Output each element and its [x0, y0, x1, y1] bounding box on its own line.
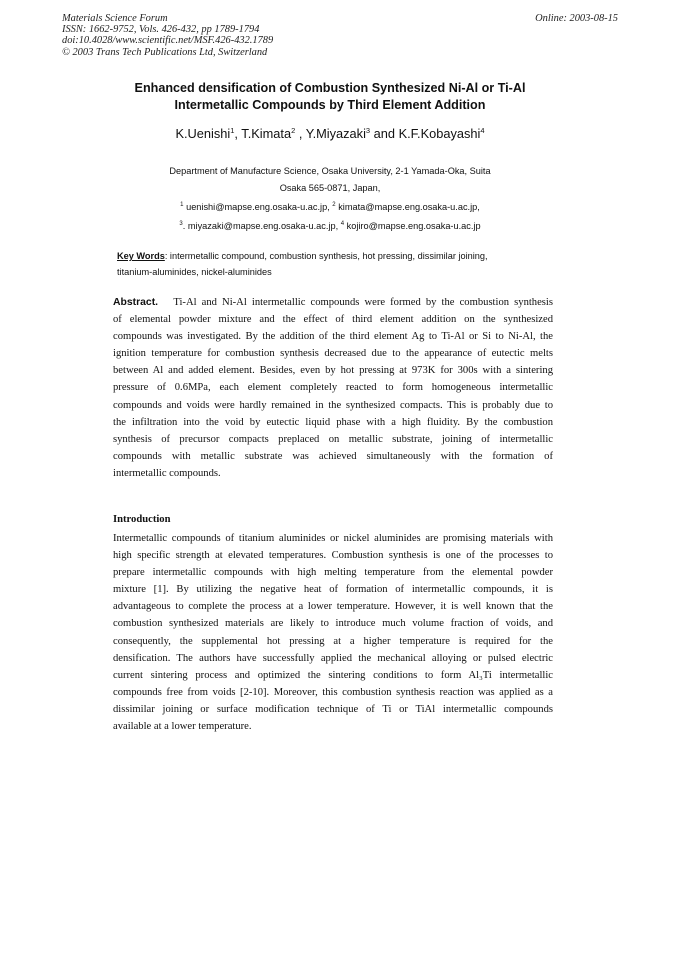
abstract-line: synthesis of precursor compacts preplaced on metallic substrate, joining of intermetallic	[113, 433, 553, 445]
intro-line: dissimilar joining or surface modification technique of Ti or TiAl intermetallic compounds	[113, 703, 553, 715]
keywords-text: titanium-aluminides, nickel-aluminides	[117, 267, 272, 277]
author-name: Y.Miyazaki	[305, 126, 366, 141]
online-date: Online: 2003-08-15	[535, 13, 618, 24]
abstract-line: intermetallic compounds.	[113, 467, 221, 479]
abstract-line: between Al and added element. Besides, even by hot pressing at 973K for 300s with a sintering	[113, 365, 553, 377]
intro-line: combustion synthesized materials are likely to introduce much volume fraction of voids, and	[113, 618, 553, 630]
email-line	[100, 197, 560, 216]
email-link[interactable]: kojiro@mapse.eng.osaka-u.ac.jp	[346, 221, 481, 231]
intro-line: prepare intermetallic compounds with high melting temperature from the elemental powder	[113, 567, 553, 579]
affiliation-line: Osaka 565-0871, Japan,	[279, 183, 381, 193]
keywords-text: : intermetallic compound, combustion synthesis, hot pressing, dissimilar joining,	[164, 251, 488, 261]
title-line: Enhanced densification of Combustion Synthesized Ni-Al or Ti-Al	[134, 81, 526, 95]
issn-line: ISSN: 1662-9752, Vols. 426-432, pp 1789-1794	[62, 24, 260, 36]
abstract-line: the infiltration into the void by eutectic liquid phase with a high fluidity. By the combustion	[113, 416, 553, 428]
abstract-line: compounds was investigated. By the addition of the third element Ag to Ti-Al or Si to Ni-Al, the	[113, 331, 553, 343]
section-heading: Introduction	[113, 514, 171, 525]
intro-line: Intermetallic compounds of titanium aluminides or nickel aluminides are promising materials with	[113, 533, 553, 544]
author-name: K.Uenishi	[175, 126, 231, 141]
intro-line: available at a lower temperature.	[113, 721, 252, 733]
author-affiliation-mark: 1	[230, 126, 235, 135]
intro-line: densification. The authors have successfully applied the mechanical alloying or pulsed electric	[113, 652, 553, 664]
keywords-block	[117, 248, 567, 280]
keywords-label: Key Words	[117, 251, 165, 261]
abstract-line: of elemental powder mixture and the effect of third element addition on the synthesized	[113, 314, 553, 326]
email-link[interactable]: uenishi@mapse.eng.osaka-u.ac.jp,	[186, 202, 330, 212]
intro-line: current sintering process and optimized the sintering conditions to form Al₃Ti intermetallic	[113, 669, 553, 681]
doi-link[interactable]: doi:10.4028/www.scientific.net/MSF.426-432.1789	[62, 35, 274, 47]
paper-title	[100, 80, 560, 114]
copyright-line: © 2003 Trans Tech Publications Ltd, Switzerland	[62, 46, 268, 58]
intro-line: mixture [1]. By utilizing the negative heat of formation of intermetallic compounds, it is	[113, 584, 553, 596]
email-mark: 3	[179, 221, 183, 227]
abstract-line: compounds with metallic substrate was achieved simultaneously with the formation of	[113, 450, 553, 462]
journal-name: Materials Science Forum	[62, 13, 168, 24]
intro-line: compounds free from voids [2-10]. Moreover, this combustion synthesis reaction was applied as a	[113, 686, 553, 698]
journal-header	[62, 13, 273, 58]
abstract-paragraph	[113, 294, 553, 482]
email-link[interactable]: miyazaki@mapse.eng.osaka-u.ac.jp,	[187, 221, 339, 231]
abstract-line: compounds and voids were hardly remained in the synthesized compacts. This is probably due to	[113, 399, 553, 411]
abstract-line: Ti-Al and Ni-Al intermetallic compounds were formed by the combustion synthesis	[173, 297, 553, 308]
email-mark: 4	[340, 221, 345, 227]
author-list: K.Uenishi$^1$, T.Kimata$^2$ , Y.Miyazaki$^3$ and K.F.Kobayashi$^4$	[175, 126, 485, 141]
email-mark: 1	[180, 202, 184, 208]
intro-line: advantageous to complete the process at a lower temperature. However, it is well known that the	[113, 601, 553, 613]
author-affiliation-mark: 2	[291, 126, 296, 135]
email-link[interactable]: kimata@mapse.eng.osaka-u.ac.jp,	[338, 202, 480, 212]
introduction-paragraph	[113, 530, 553, 735]
title-line: Intermetallic Compounds by Third Element Addition	[174, 98, 486, 112]
email-mark: 2	[332, 202, 336, 208]
abstract-line: pressure of 0.6MPa, each element completely reacted to form homogeneous intermetallic	[113, 382, 553, 394]
abstract-line: ignition temperature for combustion synthesis decreased due to the appearance of eutectic melts	[113, 348, 553, 360]
author-name: K.F.Kobayashi	[398, 126, 481, 141]
email-line: $^3$. miyazaki@mapse.eng.osaka-u.ac.jp, $^4$ kojiro@mapse.eng.osaka-u.ac.jp	[179, 221, 481, 231]
affiliation-line: Department of Manufacture Science, Osaka University, 2-1 Yamada-Oka, Suita	[169, 166, 491, 176]
intro-line: high specific strength at elevated temperatures. Combustion synthesis is one of the processes to	[113, 550, 553, 562]
author-affiliation-mark: 4	[480, 126, 485, 135]
abstract-label: Abstract.	[113, 297, 159, 308]
affiliation-block	[100, 163, 560, 235]
intro-line: consequently, the supplemental hot pressing at a higher temperature is required for the	[113, 635, 553, 647]
author-name: T.Kimata	[241, 126, 292, 141]
author-affiliation-mark: 3	[365, 126, 371, 135]
